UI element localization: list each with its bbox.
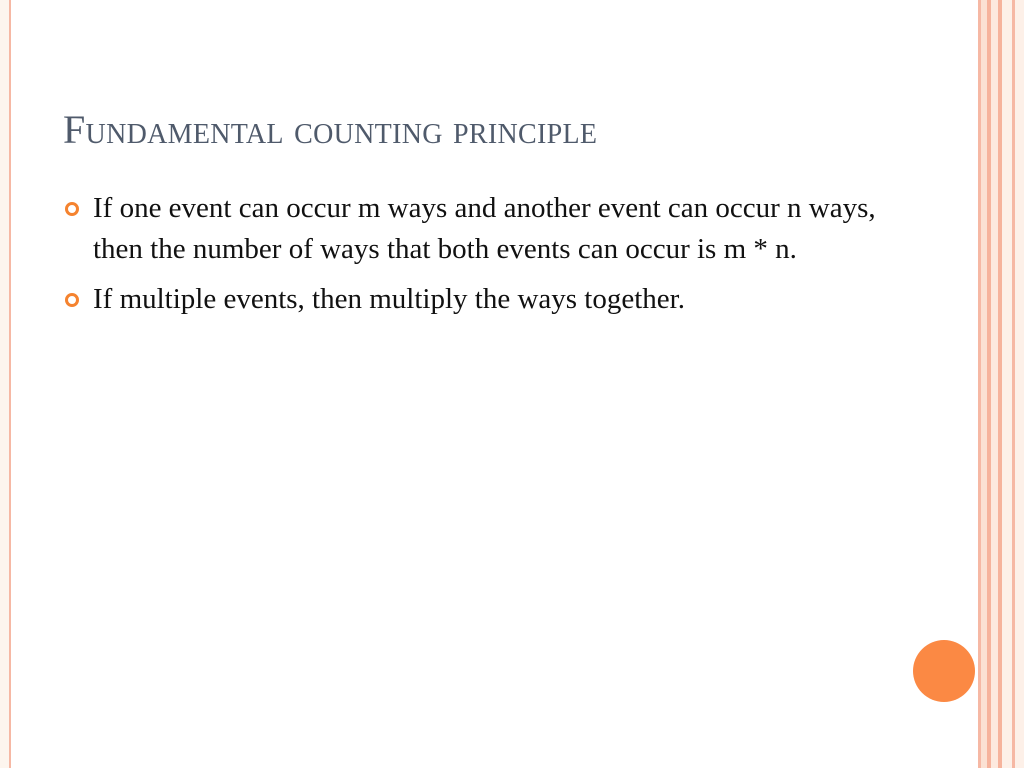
- bullet-item: [62, 279, 882, 320]
- bullet-text: If one event can occur m ways and another event can occur n ways, then the number of ways that both events can occur is m * n.: [93, 192, 876, 265]
- bullet-text: If multiple events, then multiply the ways together.: [93, 283, 685, 315]
- bullet-list: [62, 188, 882, 329]
- slide-title: Fundamental counting principle: [63, 107, 598, 152]
- right-decorative-stripe: [1002, 0, 1012, 768]
- bullet-circle-icon: [65, 293, 79, 307]
- bullet-item: [62, 188, 882, 270]
- right-decorative-stripe: [991, 0, 998, 768]
- accent-circle: [913, 640, 975, 702]
- bullet-circle-icon: [65, 202, 79, 216]
- right-decorative-stripe: [1015, 0, 1024, 768]
